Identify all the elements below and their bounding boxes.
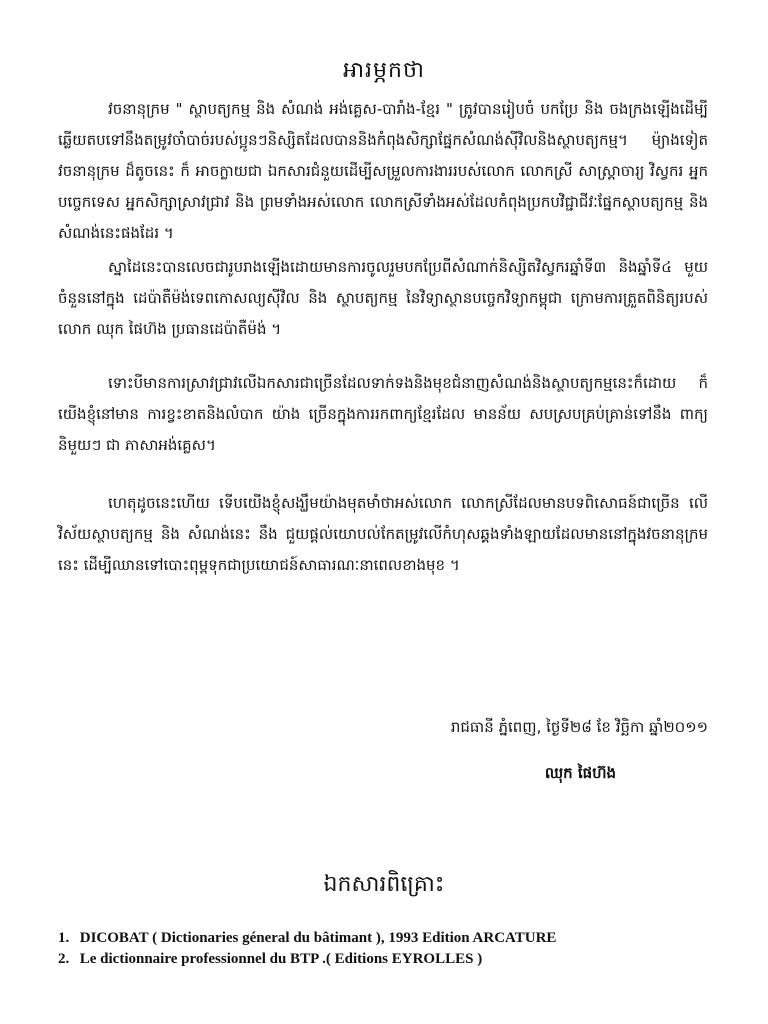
reference-number: 2.: [58, 951, 70, 967]
references-title: ឯកសារពិគ្រោះ: [323, 872, 445, 897]
page-title: អារម្ភកថា: [343, 58, 425, 83]
references-list: [58, 928, 738, 970]
reference-number: 1.: [58, 930, 70, 946]
paragraph-limitations: [58, 368, 708, 461]
paragraph-intro: [58, 94, 708, 249]
paragraph-contributors: [58, 252, 708, 345]
paragraph-request: [58, 488, 708, 581]
dateline: រាជធានី ភ្នំពេញ, ថ្ងៃទី២៨ ខែ វិច្ឆិកា ឆ្នាំ២០១១: [450, 718, 708, 736]
paragraph-text: ទោះបីមានការស្រាវជ្រាវលើឯកសារជាច្រើនដែលទាក់ទងនិងមុខជំនាញសំណង់និងស្ថាបត្យកម្មនេះក៏ដោយ ក៏យើងខ្ញុំនៅមាន ការខ្វះខាតនិងលំបាក យ៉ាង ច្រើនក្នុងការរកពាក្យខ្មែរដែល មានន័យ សបស្របគ្រប់គ្រាន់ទៅនឹង ពាក្យនិមួយៗ ជា ភាសាអង់គ្លេស។: [58, 374, 708, 454]
reference-item: [58, 928, 738, 949]
paragraph-text: វចនានុក្រម " ស្ថាបត្យកម្ម និង សំណង់ អង់គ្លេស-បារាំង-ខ្មែរ " ត្រូវបានរៀបចំ បកប្រែ និង ចងក្រងឡើងដើម្បីឆ្លើយតបទៅនឹងតម្រូវចាំបាច់របស់ប្អូនៗនិស្សិតដែលបាននិងកំពុងសិក្សាផ្នែកសំណង់ស៊ីវិលនិងស្ថាបត្យកម្ម។ ម៉្យាងទៀត វចនានុក្រម ដ៏តូចនេះ ក៏ អាចក្លាយជា ឯកសារជំនួយដើម្បីសម្រួលការងាររបស់លោក លោកស្រី សាស្ត្រាចារ្យ វិស្វករ អ្នកបច្ចេកទេស អ្នកសិក្សាស្រាវជ្រាវ និង ព្រមទាំងអស់លោក លោកស្រីទាំងអស់ដែលកំពុងប្រកបវិជ្ជាជីវៈផ្នែកស្ថាបត្យកម្ម និង សំណង់នេះផងដែរ ។: [58, 100, 708, 242]
signature-name: ឈុក ផៃហ៊ង: [544, 764, 616, 782]
reference-text: DICOBAT ( Dictionaries géneral du bâtimant ), 1993 Edition ARCATURE: [79, 930, 557, 946]
paragraph-text: ស្នាដៃនេះបានលេចជារូបរាងឡើងដោយមានការចូលរួមបកប្រែពីសំណាក់និស្សិតវិស្វករឆ្នាំទី៣ និងឆ្នាំទី៤ មួយចំនួននៅក្នុង ដេប៉ាតឺម៉ង់ទេពកោសល្យស៊ីវិល និង ស្ថាបត្យកម្ម នៃវិទ្យាស្ថានបច្ចេកវិទ្យាកម្ពុជា ក្រោមការត្រួតពិនិត្យរបស់លោក ឈុក ផៃហ៊ង ប្រធានដេប៉ាតឺម៉ង់ ។: [58, 258, 708, 338]
paragraph-text: ហេតុដូចនេះហើយ ទើបយើងខ្ញុំសង្ឃឹមយ៉ាងមុតមាំថាអស់លោក លោកស្រីដែលមានបទពិសោធន៍ជាច្រើន លើវិស័យស្ថាបត្យកម្ម និង សំណង់នេះ នឹង ជួយផ្តល់យោបល់កែតម្រូវលើកំហុសឆ្គងទាំងឡាយដែលមាននៅក្នុងវចនានុក្រមនេះ ដើម្បីឈានទៅបោះពុម្ពទុកជាប្រយោជន៍សាធារណៈនាពេលខាងមុខ ។: [58, 494, 708, 574]
reference-text: Le dictionnaire professionnel du BTP .( Editions EYROLLES ): [79, 951, 483, 967]
reference-item: [58, 949, 738, 970]
